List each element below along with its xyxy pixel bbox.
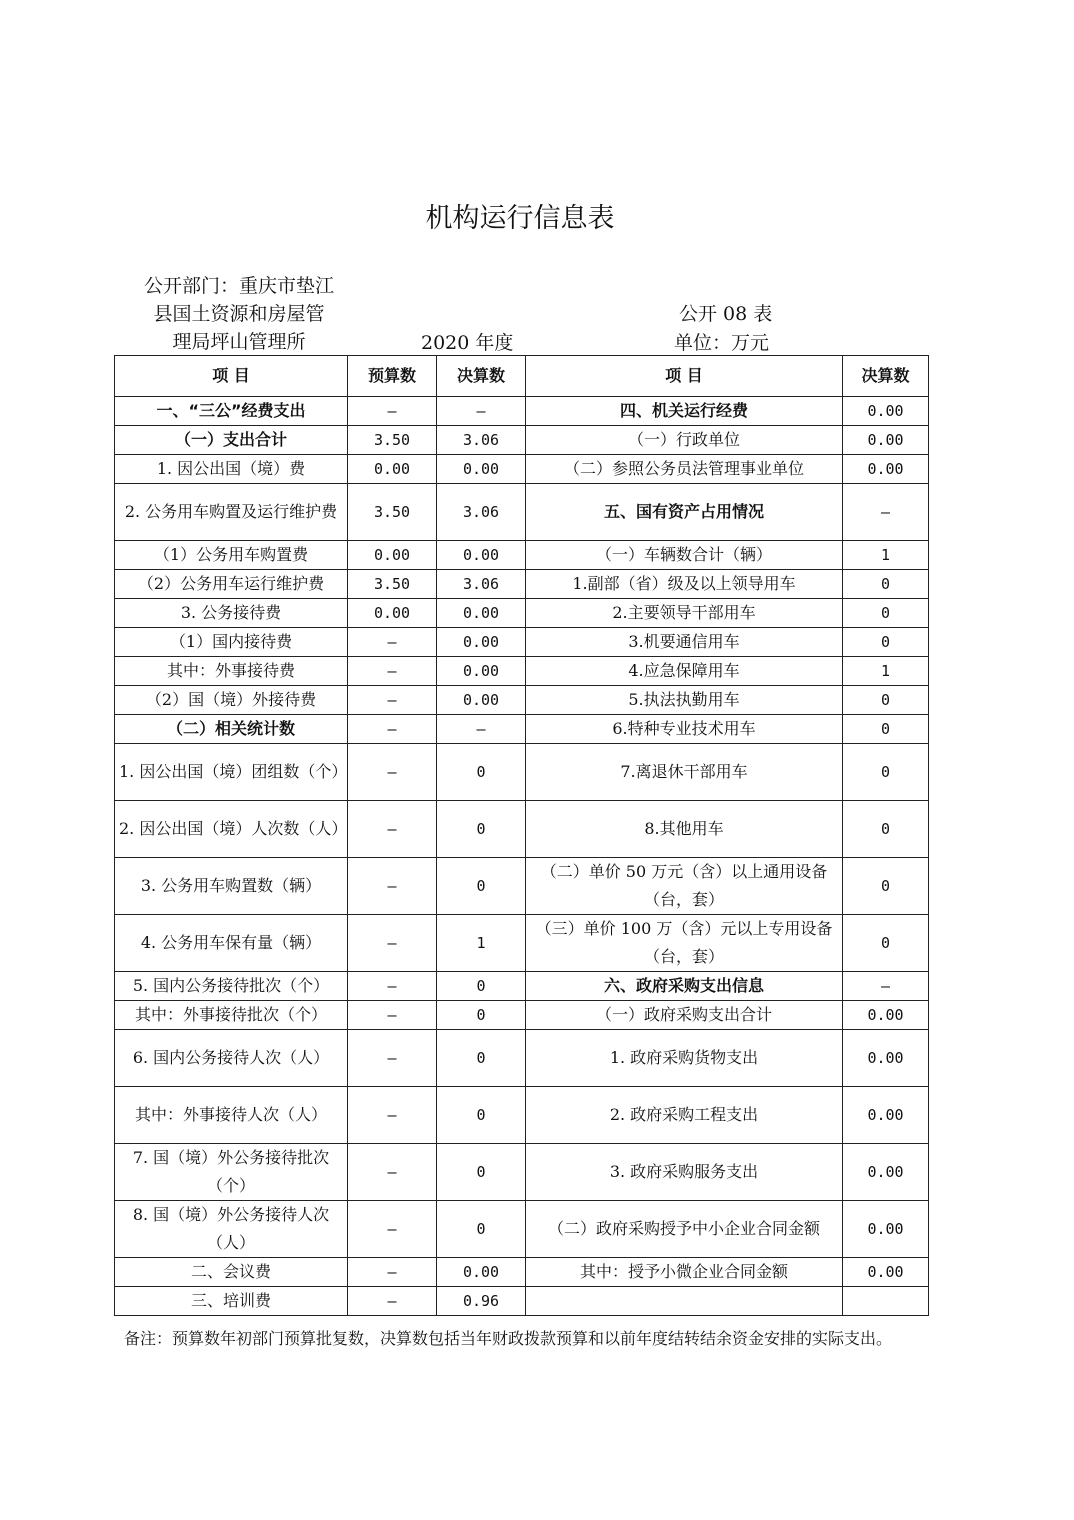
table-row (115, 972, 929, 1001)
row-final-left: 0 (437, 744, 526, 801)
row-item-left: 其中：外事接待费 (115, 657, 348, 686)
table-row (115, 397, 929, 426)
row-item-left: （二）相关统计数 (115, 715, 348, 744)
row-item-left: 二、会议费 (115, 1258, 348, 1287)
row-item-right: 4.应急保障用车 (526, 657, 843, 686)
row-final-left: 0.00 (437, 599, 526, 628)
table-row (115, 801, 929, 858)
row-final-left: 1 (437, 915, 526, 972)
row-item-right: （三）单价 100 万（含）元以上专用设备（台，套） (526, 915, 843, 972)
row-final-left: 0 (437, 1087, 526, 1144)
row-final-left: 0.00 (437, 455, 526, 484)
row-item-right: 六、政府采购支出信息 (526, 972, 843, 1001)
row-item-left: 3. 公务用车购置数（辆） (115, 858, 348, 915)
row-item-right: 1.副部（省）级及以上领导用车 (526, 570, 843, 599)
table-row (115, 657, 929, 686)
row-budget: — (348, 1201, 437, 1258)
row-budget: — (348, 686, 437, 715)
table-row (115, 744, 929, 801)
row-final-left: 0.00 (437, 1258, 526, 1287)
row-final-right: 0 (843, 628, 929, 657)
row-item-right: 五、国有资产占用情况 (526, 484, 843, 541)
row-item-left: 其中：外事接待批次（个） (115, 1001, 348, 1030)
row-final-left: 0.00 (437, 657, 526, 686)
row-budget: 0.00 (348, 541, 437, 570)
row-item-left: 1. 因公出国（境）费 (115, 455, 348, 484)
row-final-left: 3.06 (437, 426, 526, 455)
row-item-left: （2）公务用车运行维护费 (115, 570, 348, 599)
row-budget: — (348, 1287, 437, 1316)
table-row (115, 1001, 929, 1030)
row-item-left: （一）支出合计 (115, 426, 348, 455)
row-item-right: 1. 政府采购货物支出 (526, 1030, 843, 1087)
row-final-left: 0 (437, 1030, 526, 1087)
row-item-left: 6. 国内公务接待人次（人） (115, 1030, 348, 1087)
row-budget: — (348, 972, 437, 1001)
table-row (115, 1201, 929, 1258)
department-line-3: 理局坪山管理所 (172, 331, 306, 353)
row-item-left: 三、培训费 (115, 1287, 348, 1316)
table-row (115, 455, 929, 484)
row-final-right: 0.00 (843, 1030, 929, 1087)
row-final-left: 0 (437, 972, 526, 1001)
row-item-right: 6.特种专业技术用车 (526, 715, 843, 744)
row-final-left: 0 (437, 858, 526, 915)
row-budget: — (348, 1087, 437, 1144)
row-final-right: 1 (843, 541, 929, 570)
table-row (115, 915, 929, 972)
row-final-right: 0.00 (843, 1144, 929, 1201)
row-item-left: 7. 国（境）外公务接待批次（个） (115, 1144, 348, 1201)
row-item-right: 3. 政府采购服务支出 (526, 1144, 843, 1201)
row-final-right: 0 (843, 715, 929, 744)
row-item-left: 其中：外事接待人次（人） (115, 1087, 348, 1144)
col-header-final-left: 决算数 (437, 356, 526, 397)
row-final-left: 0.00 (437, 541, 526, 570)
row-item-right: 5.执法执勤用车 (526, 686, 843, 715)
row-final-right: 0 (843, 686, 929, 715)
row-item-right: （一）行政单位 (526, 426, 843, 455)
row-item-right (526, 1287, 843, 1316)
table-row (115, 858, 929, 915)
row-item-right: （二）政府采购授予中小企业合同金额 (526, 1201, 843, 1258)
row-final-right: 0.00 (843, 1258, 929, 1287)
row-final-right: 0 (843, 744, 929, 801)
row-item-left: 8. 国（境）外公务接待人次（人） (115, 1201, 348, 1258)
row-item-left: （1）国内接待费 (115, 628, 348, 657)
table-row (115, 686, 929, 715)
row-budget: — (348, 397, 437, 426)
row-final-right: 0 (843, 915, 929, 972)
row-budget: — (348, 715, 437, 744)
unit-label: 单位：万元 (674, 332, 770, 354)
row-budget: — (348, 1001, 437, 1030)
row-item-left: 5. 国内公务接待批次（个） (115, 972, 348, 1001)
row-item-right: （二）单价 50 万元（含）以上通用设备（台，套） (526, 858, 843, 915)
department-line-1: 公开部门：重庆市垫江 (143, 275, 334, 297)
row-item-right: 8.其他用车 (526, 801, 843, 858)
row-budget: 0.00 (348, 599, 437, 628)
row-budget: — (348, 628, 437, 657)
row-budget: 0.00 (348, 455, 437, 484)
row-budget: — (348, 1030, 437, 1087)
row-item-left: （2）国（境）外接待费 (115, 686, 348, 715)
row-final-right: 1 (843, 657, 929, 686)
row-final-right: 0.00 (843, 1087, 929, 1144)
row-final-left: 0 (437, 1001, 526, 1030)
row-final-right (843, 1287, 929, 1316)
table-row (115, 426, 929, 455)
row-budget: 3.50 (348, 426, 437, 455)
row-item-left: 4. 公务用车保有量（辆） (115, 915, 348, 972)
row-item-left: 1. 因公出国（境）团组数（个） (115, 744, 348, 801)
row-item-right: 其中：授予小微企业合同金额 (526, 1258, 843, 1287)
row-item-right: 7.离退休干部用车 (526, 744, 843, 801)
row-final-right: — (843, 972, 929, 1001)
table-row (115, 628, 929, 657)
row-final-left: 0.96 (437, 1287, 526, 1316)
row-item-right: 3.机要通信用车 (526, 628, 843, 657)
form-number: 公开 08 表 (679, 303, 773, 325)
row-final-left: 0.00 (437, 686, 526, 715)
row-final-right: 0 (843, 858, 929, 915)
table-row (115, 715, 929, 744)
row-final-right: 0.00 (843, 1001, 929, 1030)
row-item-left: 2. 公务用车购置及运行维护费 (115, 484, 348, 541)
table-row (115, 1258, 929, 1287)
department-line-2: 县国土资源和房屋管 (153, 303, 325, 325)
row-final-left: 0 (437, 801, 526, 858)
row-item-left: 2. 因公出国（境）人次数（人） (115, 801, 348, 858)
row-final-right: 0 (843, 599, 929, 628)
row-budget: — (348, 915, 437, 972)
fiscal-year: 2020 年度 (421, 332, 514, 354)
col-header-item-right: 项 目 (526, 356, 843, 397)
table-row (115, 1144, 929, 1201)
row-item-right: 四、机关运行经费 (526, 397, 843, 426)
row-item-left: （1）公务用车购置费 (115, 541, 348, 570)
page-title: 机构运行信息表 (425, 203, 615, 234)
row-budget: 3.50 (348, 570, 437, 599)
row-item-left: 3. 公务接待费 (115, 599, 348, 628)
row-final-left: 3.06 (437, 570, 526, 599)
row-item-right: （一）政府采购支出合计 (526, 1001, 843, 1030)
row-budget: — (348, 858, 437, 915)
row-final-left: 0.00 (437, 628, 526, 657)
row-budget: — (348, 1144, 437, 1201)
table-row (115, 1287, 929, 1316)
table-row (115, 599, 929, 628)
row-item-right: 2. 政府采购工程支出 (526, 1087, 843, 1144)
row-final-right: 0.00 (843, 426, 929, 455)
row-final-left: 0 (437, 1201, 526, 1258)
row-item-right: 2.主要领导干部用车 (526, 599, 843, 628)
table-row (115, 541, 929, 570)
col-header-item-left: 项 目 (115, 356, 348, 397)
row-item-left: 一、“三公”经费支出 (115, 397, 348, 426)
row-item-right: （一）车辆数合计（辆） (526, 541, 843, 570)
table-row (115, 570, 929, 599)
footnote: 备注：预算数年初部门预算批复数，决算数包括当年财政拨款预算和以前年度结转结余资金安排的实际支出。 (124, 1329, 893, 1348)
row-budget: — (348, 1258, 437, 1287)
row-budget: 3.50 (348, 484, 437, 541)
row-final-left: — (437, 397, 526, 426)
table-row (115, 1087, 929, 1144)
row-budget: — (348, 657, 437, 686)
row-final-right: — (843, 484, 929, 541)
row-item-right: （二）参照公务员法管理事业单位 (526, 455, 843, 484)
table-header-row (115, 356, 929, 397)
row-final-left: 3.06 (437, 484, 526, 541)
row-budget: — (348, 744, 437, 801)
row-final-left: 0 (437, 1144, 526, 1201)
row-final-right: 0.00 (843, 397, 929, 426)
department-label (124, 272, 354, 356)
row-final-right: 0.00 (843, 455, 929, 484)
col-header-budget: 预算数 (348, 356, 437, 397)
table-row (115, 1030, 929, 1087)
table-row (115, 484, 929, 541)
col-header-final-right: 决算数 (843, 356, 929, 397)
row-final-right: 0 (843, 801, 929, 858)
info-table (114, 355, 929, 1316)
row-budget: — (348, 801, 437, 858)
row-final-right: 0.00 (843, 1201, 929, 1258)
row-final-left: — (437, 715, 526, 744)
row-final-right: 0 (843, 570, 929, 599)
